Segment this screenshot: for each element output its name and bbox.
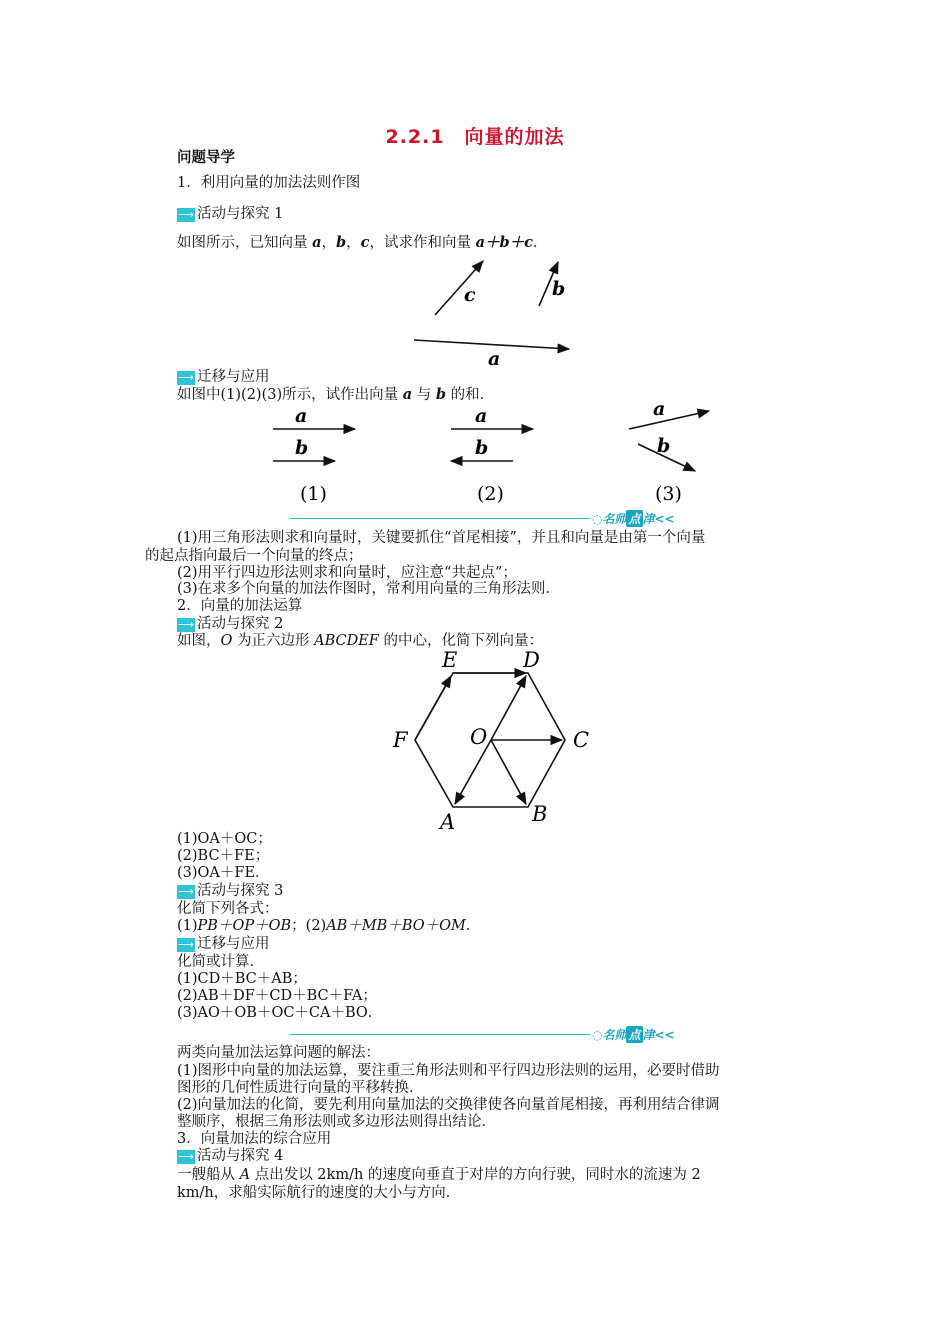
tip-mark: 点 (628, 512, 641, 526)
text: 的和． (446, 387, 495, 403)
activity-tag-1 (177, 205, 283, 224)
vector-a: a (402, 386, 413, 403)
text: ， (346, 235, 361, 251)
figure-hexagon (385, 645, 600, 835)
arrow-icon: ⟶ (178, 1149, 194, 1163)
question-1 (177, 233, 547, 253)
activity-3-question: 化简下列各式： (177, 901, 279, 917)
caption-1: (1) (300, 483, 327, 505)
label-b-2: b (475, 437, 489, 459)
note2-1a: (1)图形中向量的加法运算，要注重三角形法则和平行四边形法则的运用，必要时借助 (177, 1063, 720, 1079)
arrow-fe (415, 676, 451, 740)
text: 如图， (177, 633, 221, 649)
point-a: A (239, 1167, 251, 1183)
page-title: 2.2.1 向量的加法 (385, 126, 565, 148)
text: ． (532, 235, 548, 251)
activity-4-line-1 (177, 1166, 701, 1185)
tip-text: ◌名师 (592, 512, 627, 526)
caption-2: (2) (477, 483, 504, 505)
vector-c-arrow (435, 261, 483, 315)
transfer-item-3: (3)AO＋OB＋OC＋CA＋BO． (177, 1005, 383, 1021)
text: 如图所示，已知向量 (177, 235, 313, 251)
heading-3: 3．向量加法的综合应用 (177, 1131, 332, 1147)
figure-vectors-abc (400, 255, 590, 370)
note2-1b: 图形的几何性质进行向量的平移转换． (177, 1080, 424, 1096)
text: 一艘船从 (177, 1167, 240, 1183)
activity-label: 活动与探究 2 (197, 616, 284, 632)
arrow-icon: ⟶ (178, 617, 194, 631)
text: ；(2) (291, 918, 327, 934)
tip-text: ◌名师 (592, 1028, 627, 1042)
activity-label: 活动与探究 3 (197, 883, 284, 899)
label-a-2: a (475, 405, 488, 427)
activity-label: 活动与探究 1 (197, 206, 284, 222)
label-a-1: a (295, 405, 308, 427)
point-o: O (220, 633, 233, 649)
arrow-icon: ⟶ (178, 207, 194, 221)
activity-label: 活动与探究 4 (197, 1148, 284, 1164)
label-b: B (532, 802, 548, 826)
arrow-icon: ⟶ (178, 937, 194, 951)
heading-1: 1．利用向量的加法法则作图 (177, 175, 361, 191)
note-1a: (1)用三角形法则求和向量时，关键要抓住“首尾相接”，并且和向量是由第一个向量 (177, 530, 706, 546)
expr-1: PB＋OP＋OB (197, 918, 292, 934)
vector-b: b (336, 234, 347, 251)
vector-a: a (312, 234, 322, 251)
vector-sum: a＋b＋c (475, 234, 533, 251)
arrow-oa (455, 740, 491, 804)
label-b-1: b (295, 437, 309, 459)
caption-3: (3) (655, 483, 682, 505)
activity-tag-3 (177, 882, 283, 901)
transfer-item-2: (2)AB＋DF＋CD＋BC＋FA； (177, 988, 377, 1004)
expr-2: AB＋MB＋BO＋OM (326, 918, 466, 934)
note-1b: 的起点指向最后一个向量的终点； (145, 548, 363, 564)
transfer-label: 迁移与应用 (197, 936, 270, 952)
label-e: E (442, 648, 458, 672)
arrow-od (491, 676, 526, 740)
tip-text: 津<< (642, 1028, 675, 1042)
tip-badge (592, 1026, 675, 1043)
hex-item-3: (3)OA＋FE． (177, 865, 270, 881)
note-2: (2)用平行四边形法则求和向量时，应注意“共起点”； (177, 565, 517, 581)
activity-tag-4 (177, 1147, 283, 1166)
note2-0: 两类向量加法运算问题的解法： (177, 1045, 380, 1061)
text: 点出发以 2km/h 的速度向垂直于对岸的方向行驶，同时水的流速为 2 (250, 1167, 701, 1183)
text: ，试求作和向量 (369, 235, 476, 251)
text: (1) (177, 918, 198, 934)
label-b: b (552, 278, 566, 300)
hexagon-name: ABCDEF (314, 633, 379, 649)
label-a: A (440, 810, 456, 834)
label-c: c (464, 284, 476, 306)
label-f: F (393, 728, 408, 752)
vector-b: b (435, 386, 446, 403)
transfer-question: 化简或计算． (177, 954, 264, 970)
vector-c: c (360, 234, 370, 251)
label-a-3: a (653, 398, 666, 420)
transfer-item-1: (1)CD＋BC＋AB； (177, 971, 307, 987)
label-c: C (573, 728, 590, 752)
label-b-3: b (657, 435, 671, 457)
divider (290, 1034, 590, 1035)
transfer-label: 迁移与应用 (197, 369, 270, 385)
tip-badge (592, 510, 675, 527)
tip-mark: 点 (628, 1028, 641, 1042)
text: 与 (412, 387, 436, 403)
text: 为正六边形 (232, 633, 315, 649)
note2-2a: (2)向量加法的化简，要先利用向量加法的交换律使各向量首尾相接，再利用结合律调 (177, 1097, 720, 1113)
note-3: (3)在求多个向量的加法作图时，常利用向量的三角形法则． (177, 581, 561, 597)
tip-text: 津<< (642, 512, 675, 526)
section-label: 问题导学 (177, 150, 235, 166)
label-d: D (523, 648, 540, 672)
arrow-icon: ⟶ (178, 884, 194, 898)
figure-vector-pairs (265, 398, 720, 508)
note2-2b: 整顺序，根据三角形法则或多边形法则得出结论． (177, 1114, 496, 1130)
label-a: a (488, 348, 501, 370)
text: ． (465, 918, 481, 934)
label-o: O (470, 725, 488, 749)
hex-item-2: (2)BC＋FE； (177, 848, 270, 864)
activity-3-expr (177, 917, 480, 936)
arrow-icon: ⟶ (178, 370, 194, 384)
transfer-tag-2 (177, 935, 270, 954)
text: ， (321, 235, 337, 251)
text: 的中心，化简下列向量： (378, 633, 543, 649)
text: 如图中(1)(2)(3)所示，试作出向量 (177, 387, 403, 403)
divider (290, 518, 590, 519)
heading-2: 2．向量的加法运算 (177, 598, 303, 614)
arrow-ob (491, 740, 526, 804)
activity-4-line-2: km/h，求船实际航行的速度的大小与方向． (177, 1185, 461, 1201)
hex-item-1: (1)OA＋OC； (177, 831, 272, 847)
vector-a-3 (629, 411, 709, 429)
